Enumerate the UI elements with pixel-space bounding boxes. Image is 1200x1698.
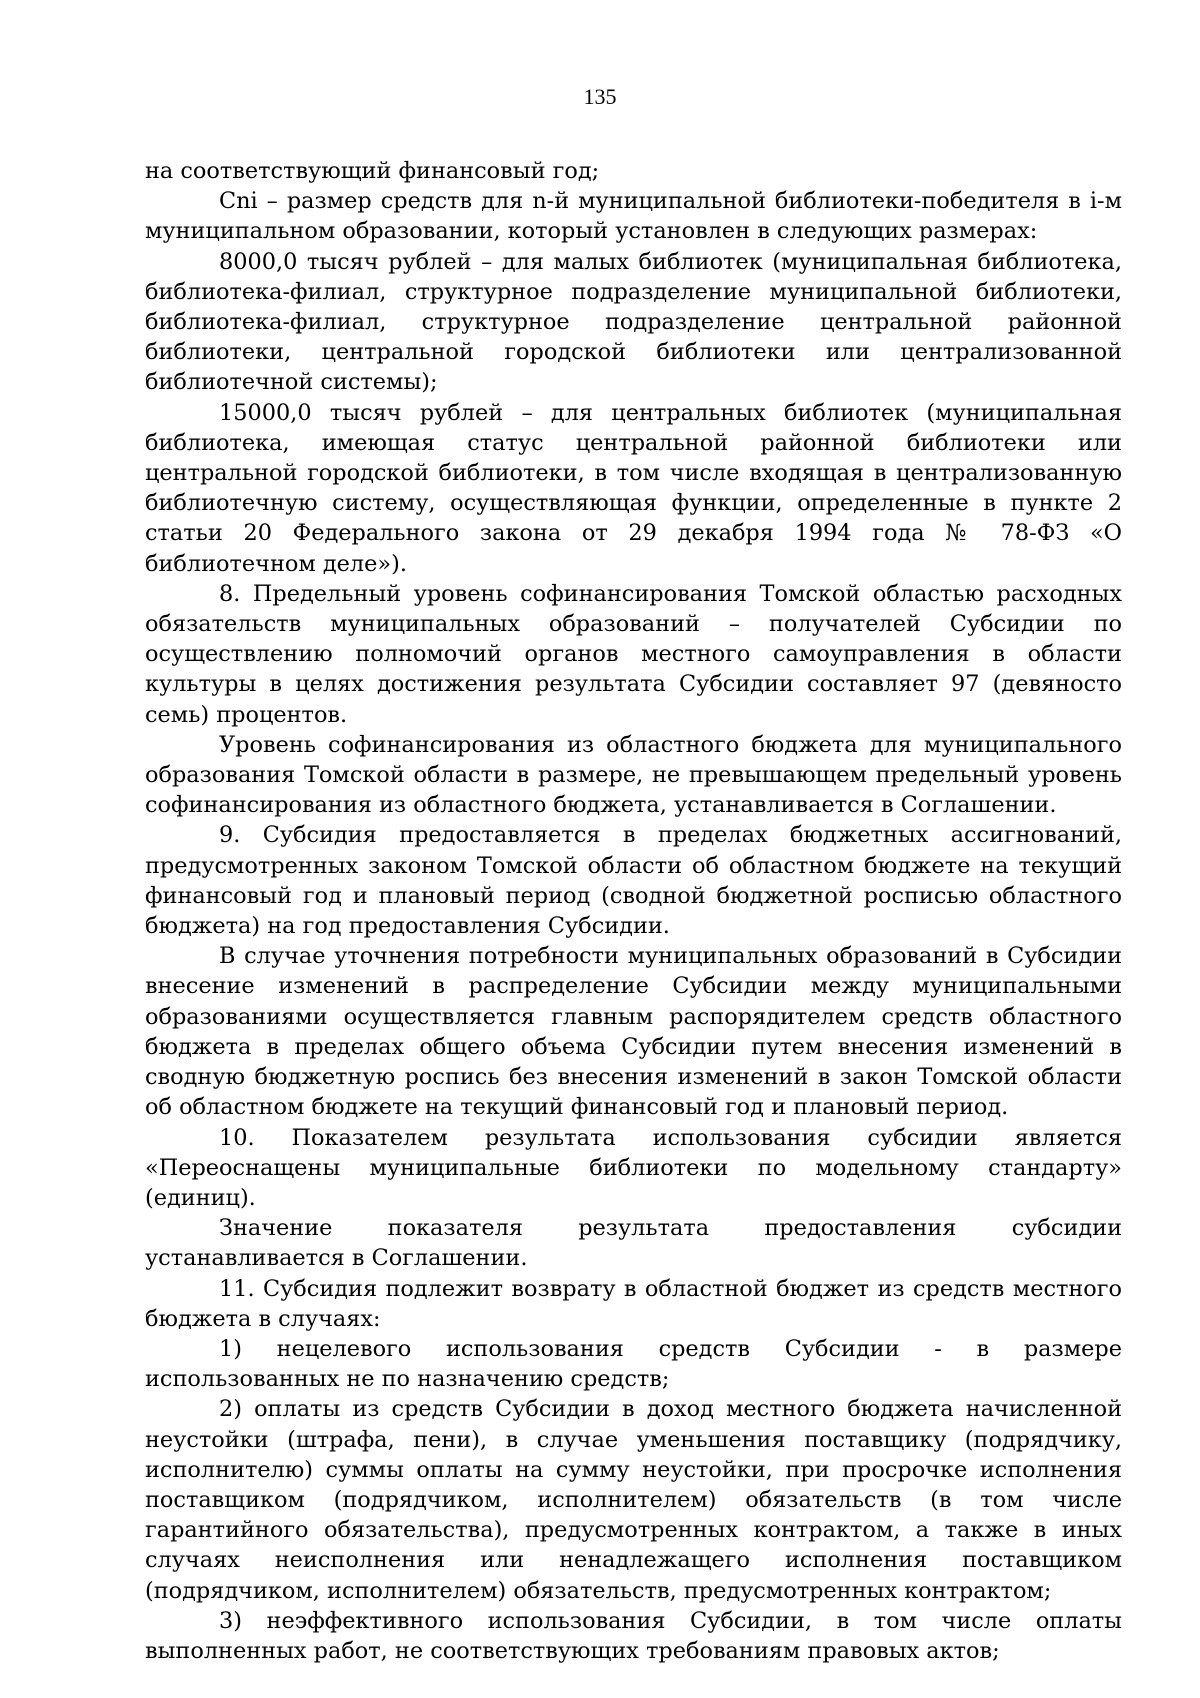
paragraph: В случае уточнения потребности муниципальных образований в Субсидии внесение изменений в распределение Субсидии между муниципальными образованиями осуществляется главным распорядителем средств областного бюджета в пределах общего объема Субсидии путем внесения изменений в сводную бюджетную роспись без внесения изменений в закон Томской области об областном бюджете на текущий финансовый год и плановый период. [145,943,1122,1121]
paragraph: Значение показателя результата предоставления субсидии устанавливается в Соглашении. [145,1215,1122,1272]
paragraph: 8000,0 тысяч рублей – для малых библиотек (муниципальная библиотека, библиотека-филиал, структурное подразделение муниципальной библиотеки, библиотека-филиал, структурное подразделение центральной районной библиотеки, центральной городской библиотеки или централизованной библиотечной системы); [145,248,1122,396]
paragraph: 9. Субсидия предоставляется в пределах бюджетных ассигнований, предусмотренных законом Томской области об областном бюджете на текущий финансовый год и плановый период (сводной бюджетной росписью областного бюджета) на год предоставления Субсидии. [145,822,1122,940]
paragraph: на соответствующий финансовый год; [145,158,600,184]
paragraph: Уровень софинансирования из областного бюджета для муниципального образования Томской области в размере, не превышающем предельный уровень софинансирования из областного бюджета, устанавливается в Соглашении. [145,731,1122,819]
paragraph: 8. Предельный уровень софинансирования Томской областью расходных обязательств муниципальных образований – получателей Субсидии по осуществлению полномочий органов местного самоуправления в области культуры в целях достижения результата Субсидии составляет 97 (девяносто семь) процентов. [145,580,1122,728]
paragraph: 15000,0 тысяч рублей – для центральных библиотек (муниципальная библиотека, имеющая статус центральной районной библиотеки или центральной городской библиотеки, в том числе входящая в централизованную библиотечную систему, осуществляющая функции, определенные в пункте 2 статьи 20 Федерального закона от 29 декабря 1994 года № 78-ФЗ «О библиотечном деле»). [145,399,1122,577]
page-number: 135 [583,84,617,109]
paragraph: 1) нецелевого использования средств Субсидии - в размере использованных не по назначению средств; [145,1335,1122,1393]
paragraph: 3) неэффективного использования Субсидии, в том числе оплаты выполненных работ, не соответствующих требованиям правовых актов; [145,1607,1122,1664]
paragraph: 11. Субсидия подлежит возврату в областной бюджет из средств местного бюджета в случаях: [145,1275,1122,1332]
paragraph: 2) оплаты из средств Субсидии в доход местного бюджета начисленной неустойки (штрафа, пени), в случае уменьшения поставщику (подрядчику, исполнителю) суммы оплаты на сумму неустойки, при просрочке исполнения поставщиком (подрядчиком, исполнителем) обязательств (в том числе гарантийного обязательства), предусмотренных контрактом, а также в иных случаях неисполнения или ненадлежащего исполнения поставщиком (подрядчиком, исполнителем) обязательств, предусмотренных контрактом; [145,1396,1122,1604]
document-body [145,156,1122,1666]
paragraph: Cni – размер средств для n-й муниципальной библиотеки-победителя в i-м муниципальном образовании, который установлен в следующих размерах: [145,188,1122,245]
paragraph: 10. Показателем результата использования субсидии является «Переоснащены муниципальные библиотеки по модельному стандарту» (единиц). [145,1124,1122,1211]
